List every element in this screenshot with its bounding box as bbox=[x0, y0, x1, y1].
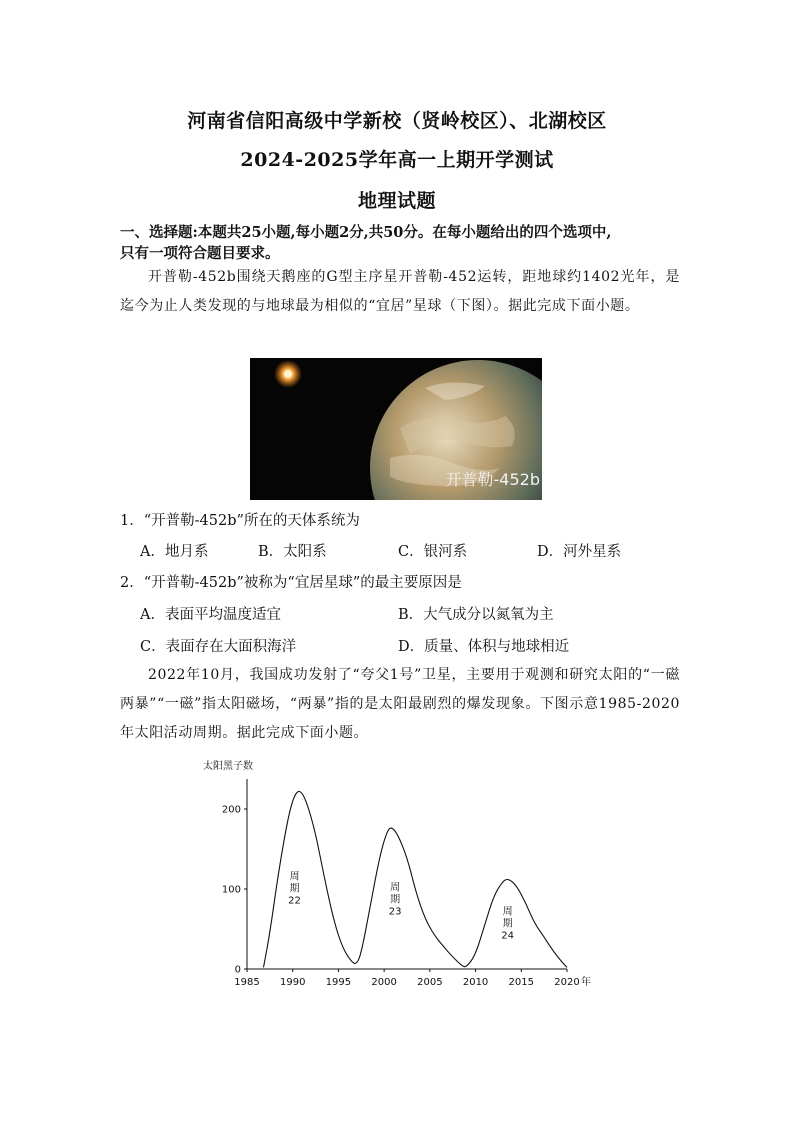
passage-1: 开普勒-452b围绕天鹅座的G型主序星开普勒-452运转，距地球约1402光年，是迄今为止人类发现的与地球最为相似的“宜居”星球（下图）。据此完成下面小题。 bbox=[120, 269, 680, 314]
x-tick-label: 2010 bbox=[462, 977, 489, 988]
section-heading-line1: 一、选择题:本题共25小题,每小题2分,共50分。在每小题给出的四个选项中, bbox=[120, 224, 612, 241]
cycle-annotation-text: 期 bbox=[289, 883, 300, 895]
cycle-annotation-text: 周 bbox=[390, 882, 401, 894]
question-1-stem: 1．“开普勒-452b”所在的天体系统为 bbox=[120, 513, 360, 529]
y-tick-label: 0 bbox=[234, 964, 241, 976]
q1-option-d[interactable]: D．河外星系 bbox=[537, 544, 622, 560]
chart-ylabel: 太阳黑子数 bbox=[203, 761, 253, 772]
q1-option-c[interactable]: C．银河系 bbox=[398, 544, 468, 560]
x-tick-label: 2000 bbox=[371, 977, 397, 988]
x-axis-unit: 年 bbox=[581, 977, 591, 988]
y-tick-label: 100 bbox=[221, 884, 241, 896]
x-tick-label: 1985 bbox=[234, 977, 260, 988]
section-heading-line2: 只有一项符合题目要求。 bbox=[120, 245, 280, 262]
chart-ticks bbox=[222, 805, 591, 989]
page-title-line3: 地理试题 bbox=[357, 190, 436, 212]
q2-option-d[interactable]: D．质量、体积与地球相近 bbox=[398, 639, 570, 655]
cycle-annotation-text: 周 bbox=[289, 871, 300, 883]
cycle-annotation bbox=[288, 870, 301, 906]
x-tick-label: 1990 bbox=[279, 977, 306, 988]
q2-option-a[interactable]: A．表面平均温度适宜 bbox=[140, 607, 281, 623]
cycle-annotation-text: 期 bbox=[390, 894, 401, 906]
cycle-annotation-text: 22 bbox=[288, 895, 301, 907]
page-title-line1: 河南省信阳高级中学新校（贤岭校区）、北湖校区 bbox=[187, 110, 607, 132]
cycle-annotation-text: 期 bbox=[502, 918, 513, 930]
sunspot-series-line bbox=[264, 791, 568, 967]
cycle-annotation-text: 23 bbox=[388, 906, 402, 918]
cycle-annotation-text: 周 bbox=[502, 906, 513, 918]
section-heading bbox=[120, 222, 680, 264]
cycle-annotation-text: 24 bbox=[501, 930, 514, 942]
q2-option-b[interactable]: B．大气成分以氮氧为主 bbox=[398, 607, 554, 623]
cycle-annotation bbox=[501, 906, 514, 942]
sunspot-chart bbox=[195, 755, 605, 995]
question-2-stem: 2．“开普勒-452b”被称为“宜居星球”的最主要原因是 bbox=[120, 575, 462, 591]
image-caption: 开普勒-452b bbox=[445, 470, 540, 489]
cycle-annotation bbox=[389, 882, 402, 918]
q2-option-c[interactable]: C．表面存在大面积海洋 bbox=[140, 639, 297, 655]
q1-option-a[interactable]: A．地月系 bbox=[140, 544, 209, 560]
page-title-line2: 2024-2025学年高一上期开学测试 bbox=[240, 149, 554, 171]
x-tick-label: 1995 bbox=[325, 977, 352, 988]
chart-annotations bbox=[288, 870, 514, 941]
x-tick-label: 2015 bbox=[508, 977, 535, 988]
x-tick-label: 2020 bbox=[554, 977, 580, 988]
y-tick-label: 200 bbox=[221, 804, 241, 816]
star-core bbox=[284, 370, 292, 378]
passage-2: 2022年10月，我国成功发射了“夸父1号”卫星，主要用于观测和研究太阳的“一磁两暴”“一磁”指太阳磁场，“两暴”指的是太阳最剧烈的爆发现象。下图示意1985-2020年太阳活动周期。据此完成下面小题。 bbox=[120, 667, 680, 741]
q1-option-b[interactable]: B．太阳系 bbox=[258, 544, 327, 560]
x-tick-label: 2005 bbox=[417, 977, 443, 988]
planet-image bbox=[250, 358, 542, 500]
